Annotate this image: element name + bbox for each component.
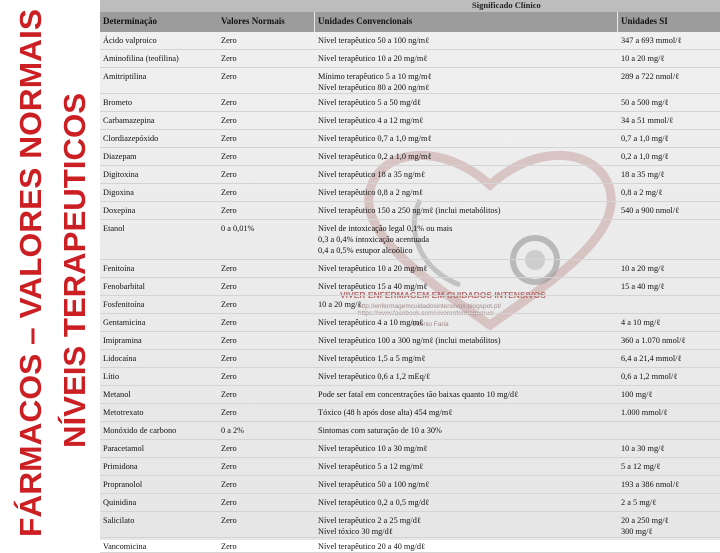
- si-units: [621, 317, 660, 328]
- normal-value: Zero: [221, 134, 237, 143]
- table-row: [100, 404, 720, 422]
- conventional-units: [318, 53, 427, 64]
- drug-name: Digitoxina: [103, 170, 139, 179]
- normal-value: Zero: [221, 36, 237, 45]
- table-body: [100, 32, 720, 553]
- column-header-row: [100, 12, 720, 32]
- si-units-line: 18 a 35 mg/ℓ: [621, 170, 665, 179]
- conventional-units: [318, 133, 431, 144]
- conventional-units: [318, 151, 431, 162]
- normal-value: Zero: [221, 444, 237, 453]
- column-divider: [617, 12, 618, 32]
- conventional-units-line: Nível terapêutico 15 a 40 mg/mℓ: [318, 282, 428, 291]
- drug-name: Ácido valproico: [103, 36, 157, 45]
- drug-name: Fosfenitoína: [103, 300, 145, 309]
- drug-name: Gentamicina: [103, 318, 146, 327]
- watermark-author: Antonio Faria: [410, 321, 449, 328]
- normal-value: Zero: [221, 170, 237, 179]
- si-units: [621, 35, 681, 46]
- conventional-units-line: Nível terapêutico 4 a 10 mg/mℓ: [318, 318, 424, 327]
- si-units: [621, 187, 662, 198]
- table-row: [100, 130, 720, 148]
- conventional-units: [318, 407, 452, 418]
- drug-name: Clordiazepóxido: [103, 134, 159, 143]
- conventional-units: [318, 335, 501, 346]
- drug-name: Diazepam: [103, 152, 137, 161]
- conventional-units-line: Nível terapêutico 20 a 40 mg/dℓ: [318, 542, 425, 551]
- conventional-units: [318, 317, 423, 328]
- normal-value: Zero: [221, 282, 237, 291]
- conventional-units-line: 0,4 a 0,5% estupor alcoólico: [318, 246, 413, 255]
- conventional-units-line: Nível terapêutico 150 a 250 ng/mℓ (inclui metabólitos): [318, 206, 501, 215]
- si-units-line: 15 a 40 mg/ℓ: [621, 282, 665, 291]
- conventional-units-line: Mínimo terapêutico 5 a 10 mg/mℓ: [318, 72, 432, 81]
- column-divider: [314, 12, 315, 32]
- conventional-units-line: 10 a 20 mg/ℓ: [318, 300, 362, 309]
- si-units-line: 0,2 a 1,0 mg/ℓ: [621, 152, 669, 161]
- conventional-units: [318, 371, 430, 382]
- si-units-line: 50 a 500 mg/ℓ: [621, 98, 669, 107]
- conventional-units: [318, 263, 427, 274]
- side-title-line2: NÍVEIS TERAPEUTICOS: [58, 100, 92, 448]
- si-units-line: 2 a 5 mg/ℓ: [621, 498, 657, 507]
- conventional-units: [318, 389, 518, 400]
- normal-value: 0 a 2%: [221, 426, 245, 435]
- table-row: [100, 112, 720, 130]
- drug-name: Primidona: [103, 462, 138, 471]
- table-row: [100, 68, 720, 94]
- si-units: [621, 169, 664, 180]
- conventional-units-line: Nível terapêutico 2 a 25 mg/dℓ: [318, 516, 421, 525]
- conventional-units: [318, 515, 421, 537]
- si-units: [621, 205, 679, 216]
- conventional-units: [318, 97, 421, 108]
- normal-value: Zero: [221, 336, 237, 345]
- si-units-line: 0,6 a 1,2 mmol/ℓ: [621, 372, 678, 381]
- conventional-units-line: Nível terapêutico 4 a 12 mg/mℓ: [318, 116, 424, 125]
- drug-name: Monóxido de carbono: [103, 426, 177, 435]
- normal-value: Zero: [221, 462, 237, 471]
- column-header-determinacao: Determinação: [103, 16, 157, 26]
- si-units: [621, 335, 685, 346]
- si-units-line: 10 a 20 mg/ℓ: [621, 54, 665, 63]
- table-row: [100, 314, 720, 332]
- conventional-units: [318, 223, 452, 256]
- conventional-units-line: Nível tóxico 30 mg/dℓ: [318, 527, 393, 536]
- si-units: [621, 115, 673, 126]
- conventional-units-line: Nível terapêutico 18 a 35 ng/mℓ: [318, 170, 425, 179]
- table-row: [100, 94, 720, 112]
- normal-value: Zero: [221, 498, 237, 507]
- si-units-line: 4 a 10 mg/ℓ: [621, 318, 661, 327]
- si-units: [621, 461, 660, 472]
- conventional-units: [318, 71, 431, 93]
- conventional-units: [318, 35, 429, 46]
- normal-value: Zero: [221, 98, 237, 107]
- si-units: [621, 479, 679, 490]
- si-units: [621, 151, 669, 162]
- table-row: [100, 166, 720, 184]
- conventional-units-line: Nível terapêutico 50 a 100 ng/mℓ: [318, 480, 430, 489]
- normal-value: Zero: [221, 480, 237, 489]
- normal-value: Zero: [221, 354, 237, 363]
- si-units-line: 360 a 1.070 nmol/ℓ: [621, 336, 686, 345]
- conventional-units-line: Nível terapêutico 1,5 a 5 mg/mℓ: [318, 354, 426, 363]
- drug-name: Metotrexato: [103, 408, 144, 417]
- conventional-units-line: Nível terapêutico 100 a 300 ng/mℓ (inclui metabólitos): [318, 336, 501, 345]
- drug-name: Fenobarbital: [103, 282, 145, 291]
- table-row: [100, 440, 720, 458]
- drug-name: Vancomicina: [103, 542, 147, 551]
- si-units: [621, 53, 664, 64]
- group-header-label: Significado Clínico: [472, 0, 541, 10]
- si-units: [621, 371, 677, 382]
- si-units: [621, 133, 669, 144]
- si-units-line: 1.000 mmol/ℓ: [621, 408, 668, 417]
- table-row: [100, 220, 720, 260]
- table-row: [100, 278, 720, 296]
- drug-name: Doxepina: [103, 206, 136, 215]
- conventional-units: [318, 169, 425, 180]
- table-row: [100, 50, 720, 68]
- conventional-units: [318, 497, 429, 508]
- normal-value: Zero: [221, 54, 237, 63]
- conventional-units: [318, 187, 423, 198]
- conventional-units: [318, 461, 423, 472]
- normal-value: Zero: [221, 372, 237, 381]
- side-title: [0, 0, 100, 540]
- normal-value: Zero: [221, 516, 237, 525]
- conventional-units-line: Nível terapêutico 0,6 a 1,2 mEq/ℓ: [318, 372, 431, 381]
- normal-value: Zero: [221, 542, 237, 551]
- drug-name: Fenitoína: [103, 264, 135, 273]
- conventional-units-line: Nível terapêutico 10 a 30 mg/mℓ: [318, 444, 428, 453]
- drug-name: Carbamazepina: [103, 116, 155, 125]
- conventional-units-line: Nível terapêutico 5 a 50 mg/dℓ: [318, 98, 421, 107]
- watermark-link-blog: http://enfermagemcuidadosintensivos.blogspot.pt/: [358, 303, 502, 310]
- normal-value: Zero: [221, 408, 237, 417]
- conventional-units-line: 0,3 a 0,4% intoxicação acentuada: [318, 235, 430, 244]
- si-units: [621, 71, 679, 82]
- normal-value: Zero: [221, 318, 237, 327]
- conventional-units: [318, 479, 429, 490]
- conventional-units-line: Nível terapêutico 0,2 a 1,0 mg/mℓ: [318, 152, 432, 161]
- table-row: [100, 202, 720, 220]
- table-row: [100, 538, 720, 553]
- drug-name: Lítio: [103, 372, 120, 381]
- si-units-line: 10 a 20 mg/ℓ: [621, 264, 665, 273]
- normal-value: Zero: [221, 264, 237, 273]
- si-units: [621, 353, 681, 364]
- table-row: [100, 386, 720, 404]
- conventional-units-line: Nível terapêutico 0,7 a 1,0 mg/mℓ: [318, 134, 432, 143]
- table-row: [100, 494, 720, 512]
- table-row: [100, 148, 720, 166]
- table-row: [100, 296, 720, 314]
- conventional-units: [318, 299, 361, 310]
- conventional-units: [318, 353, 425, 364]
- drug-name: Aminofilina (teofilina): [103, 54, 179, 63]
- column-header-unidades-convencionais: Unidades Convencionais: [318, 16, 413, 26]
- watermark-title: VIVER ENFERMAGEM EM CUIDADOS INTENSIVOS: [340, 290, 546, 300]
- si-units-line: 20 a 250 mg/ℓ: [621, 516, 669, 525]
- drug-name: Lidocaína: [103, 354, 137, 363]
- si-units-line: 5 a 12 mg/ℓ: [621, 462, 661, 471]
- si-units-line: 10 a 30 mg/ℓ: [621, 444, 665, 453]
- si-units: [621, 281, 664, 292]
- table-row: [100, 476, 720, 494]
- normal-value: Zero: [221, 72, 237, 81]
- table-row: [100, 422, 720, 440]
- drug-name: Quinidina: [103, 498, 137, 507]
- table-row: [100, 512, 720, 538]
- normal-value: Zero: [221, 300, 237, 309]
- si-units: [621, 97, 669, 108]
- si-units: [621, 515, 669, 537]
- normal-value: Zero: [221, 390, 237, 399]
- drug-name: Propranolol: [103, 480, 143, 489]
- drug-name: Brometo: [103, 98, 133, 107]
- conventional-units-line: Sintomas com saturação de 10 a 30%: [318, 426, 442, 435]
- table-row: [100, 32, 720, 50]
- conventional-units-line: Nível terapêutico 80 a 200 ng/mℓ: [318, 83, 430, 92]
- conventional-units-line: Pode ser fatal em concentrações tão baixas quanto 10 mg/dℓ: [318, 390, 519, 399]
- watermark-link-facebook: https://www.facebook.com/viverenfermagemuci: [358, 310, 494, 317]
- si-units-line: 540 a 900 nmol/ℓ: [621, 206, 680, 215]
- si-units-line: 34 a 51 mmol/ℓ: [621, 116, 674, 125]
- si-units-line: 0,7 a 1,0 mg/ℓ: [621, 134, 669, 143]
- drug-name: Metanol: [103, 390, 131, 399]
- conventional-units-line: Nível terapêutico 50 a 100 ng/mℓ: [318, 36, 430, 45]
- column-header-valores-normais: Valores Normais: [221, 16, 285, 26]
- table-row: [100, 260, 720, 278]
- conventional-units-line: Nível terapêutico 0,8 a 2 ng/mℓ: [318, 188, 423, 197]
- si-units-line: 289 a 722 nmol/ℓ: [621, 72, 680, 81]
- table-row: [100, 332, 720, 350]
- si-units: [621, 263, 664, 274]
- drug-name: Salicilato: [103, 516, 135, 525]
- normal-value: Zero: [221, 152, 237, 161]
- si-units-line: 300 mg/ℓ: [621, 527, 653, 536]
- conventional-units-line: Nível terapêutico 10 a 20 mg/mℓ: [318, 264, 428, 273]
- si-units-line: 193 a 386 nmol/ℓ: [621, 480, 680, 489]
- conventional-units-line: Nível terapêutico 0,2 a 0,5 mg/dℓ: [318, 498, 430, 507]
- normal-value: Zero: [221, 206, 237, 215]
- drug-name: Imipramina: [103, 336, 142, 345]
- side-title-line1: FÁRMACOS – VALORES NORMAIS: [14, 29, 48, 537]
- normal-value: 0 a 0,01%: [221, 224, 255, 233]
- drug-name: Amitriptilina: [103, 72, 147, 81]
- drug-name: Digoxina: [103, 188, 134, 197]
- drug-name: Etanol: [103, 224, 125, 233]
- reference-table: [100, 0, 720, 551]
- si-units: [621, 497, 656, 508]
- si-units-line: 100 mg/ℓ: [621, 390, 653, 399]
- si-units-line: 347 a 693 mmol/ℓ: [621, 36, 682, 45]
- conventional-units-line: Nível de intoxicação legal 0,1% ou mais: [318, 224, 453, 233]
- table-row: [100, 368, 720, 386]
- conventional-units: [318, 541, 425, 552]
- table-row: [100, 350, 720, 368]
- conventional-units-line: Nível terapêutico 10 a 20 mg/mℓ: [318, 54, 428, 63]
- si-units-line: 6,4 a 21,4 mmol/ℓ: [621, 354, 682, 363]
- si-units: [621, 407, 667, 418]
- drug-name: Paracetamol: [103, 444, 145, 453]
- table-row: [100, 184, 720, 202]
- conventional-units-line: Nível terapêutico 5 a 12 mg/mℓ: [318, 462, 424, 471]
- table-row: [100, 458, 720, 476]
- normal-value: Zero: [221, 116, 237, 125]
- conventional-units: [318, 205, 501, 216]
- conventional-units: [318, 281, 427, 292]
- normal-value: Zero: [221, 188, 237, 197]
- conventional-units-line: Tóxico (48 h após dose alta) 454 mg/mℓ: [318, 408, 453, 417]
- column-header-unidades-si: Unidades SI: [621, 16, 668, 26]
- si-units-line: 0,8 a 2 mg/ℓ: [621, 188, 663, 197]
- si-units: [621, 443, 664, 454]
- conventional-units: [318, 425, 442, 436]
- conventional-units: [318, 443, 427, 454]
- conventional-units: [318, 115, 423, 126]
- si-units: [621, 389, 652, 400]
- group-header: [100, 0, 720, 12]
